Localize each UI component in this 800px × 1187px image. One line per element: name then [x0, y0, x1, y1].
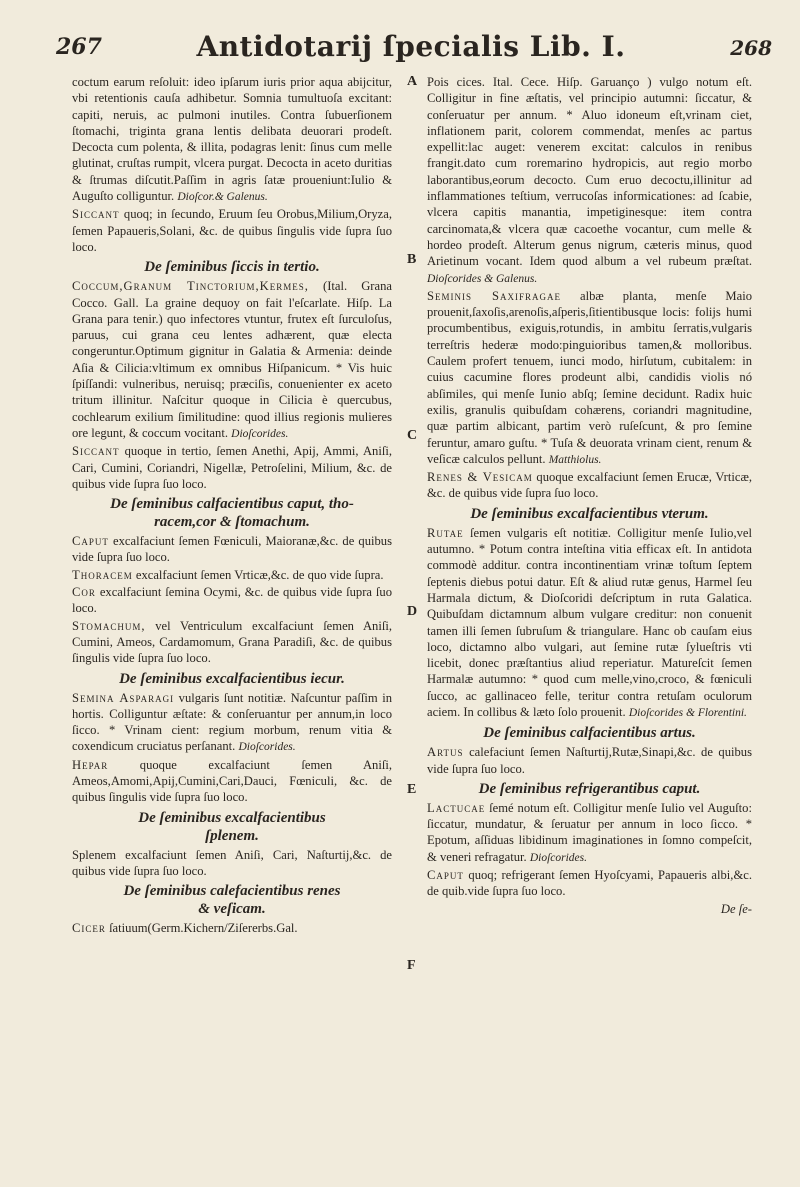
paragraph-text: vulgaris ſunt notitiæ. Naſcuntur paſſim in hortis. Colliguntur æſtate: & conſeruantur per annum,in loco ſicco. * Vrinam cient: regium morbum, renum vitia & coxendicum cruciatus perſanant. [72, 690, 392, 754]
paragraph [427, 525, 752, 722]
lead-words: Seminis Saxifragae [427, 288, 561, 303]
lead-words: Caput [72, 534, 109, 549]
paragraph-text: albæ planta, menſe Maio prouenit,ſaxoſis,arenoſis,aſperis,ſitientibusque locis: folijs humi procumbentibus, exiguis,rotundis, in ambitu ſerratis,vulgaris terreſtris hederæ modo:pinguioribus tamen,& molloribus. Caulem profert tenuem, iunci modo, hirſutum, cubitalem: in cuius cacumine flores prodeunt albi, candidis violis nó abſimiles, qui menſe Iunio abſq; ſemine decidunt. Radix huic exilis, granulis quibuſdam cohærens, coriandri magnitudine, quæ partim albicant, partim verò ruſeſcunt, & pro ſemine feruntur, amaro guſtu. * Tuſa & deuorata vrinam cient, renum & veſicæ calculos pellunt. [427, 288, 752, 466]
paragraph-text: quoq; in ſecundo, Eruum ſeu Orobus,Milium,Oryza, ſemen Papaueris,Solani, &c. de quibus ſingulis vide ſupra ſuo loco. [72, 207, 392, 254]
paragraph [72, 74, 392, 205]
section-heading: De ſeminibus excalfacientibus iecur. [119, 670, 345, 687]
source-citation: Dioſcorides. [231, 427, 289, 440]
paragraph [427, 867, 752, 900]
paragraph [72, 443, 392, 492]
paragraph-text: ſatiuum(Germ.Kichern/Ziſererbs.Gal. [109, 921, 298, 936]
source-citation: Matthiolus. [548, 453, 602, 466]
section-heading [72, 882, 392, 918]
page-number-left: 267 [56, 34, 102, 60]
heading-line: racem,cor & ſtomachum. [154, 514, 310, 531]
lead-words: Cor [72, 585, 96, 600]
paragraph-text: Splenem excalfaciunt ſemen Aniſi, Cari, Naſturtij,&c. de quibus vide ſupra ſuo loco. [72, 847, 392, 878]
source-citation: Dioſcorides & Galenus. [427, 272, 538, 285]
paragraph [427, 469, 752, 502]
section-heading [72, 495, 392, 531]
lead-words: Lactucae [427, 800, 486, 815]
section-heading: De ſeminibus excalfacientibus vterum. [470, 505, 709, 522]
lead-words: Artus [427, 745, 464, 760]
paragraph-text: excalfaciunt ſemina Ocymi, &c. de quibus vide ſupra ſuo loco. [72, 585, 392, 616]
margin-letter-c: C [407, 428, 418, 443]
margin-letter-b: B [407, 252, 417, 267]
paragraph [427, 744, 752, 777]
lead-words: Siccant [72, 444, 120, 459]
paragraph [427, 74, 752, 287]
paragraph [427, 800, 752, 866]
paragraph [72, 206, 392, 255]
left-column [72, 74, 392, 936]
paragraph-text: quoque in tertio, ſemen Anethi, Apij, Ammi, Aniſi, Cari, Cumini, Coriandri, Nigellæ, Petroſelini, Milium, &c. de quibus vide ſupra ſuo loco. [72, 444, 392, 491]
section-heading: De ſeminibus ſiccis in tertio. [144, 259, 320, 276]
paragraph [72, 920, 392, 936]
section-heading: De ſeminibus calfacientibus artus. [483, 725, 696, 742]
lead-words: Thoracem [72, 567, 133, 582]
paragraph [72, 533, 392, 566]
paragraph-text: quoque excalfaciunt ſemen Aniſi, Ameos,Amomi,Apij,Cumini,Cari,Dauci, Fœniculi, &c. de quibus ſingulis vide ſupra ſuo loco. [72, 757, 392, 805]
lead-words: Cicer [72, 921, 106, 936]
paragraph-text: excalfaciunt ſemen Vrticæ,&c. de quo vide ſupra. [135, 567, 384, 582]
heading-line: & veſicam. [198, 901, 266, 918]
lead-words: Rutae [427, 525, 464, 540]
source-citation: Dioſcorides & Florentini. [628, 706, 747, 719]
paragraph [72, 757, 392, 806]
heading-line: ſplenem. [205, 827, 259, 844]
paragraph [72, 584, 392, 617]
heading-line: De ſeminibus excalfacientibus [138, 809, 326, 826]
paragraph-text: Pois cices. Ital. Cece. Hiſp. Garuanço ) vulgo notum eſt. Colligitur in fine æſtatis, vel principio autumni: ſiccatur, & conſeruatur per annum. * Aluo idoneum eſt,vrinam ciet, inflationem parit, colorem commendat, menſes ac partus expellit:lac auget: venerem excitat: calculos in renibus frangit.dato cum roremarino hydropicis, aut regio morbo laborantibus,eorum decocto. Cum eruo decoctu,illinitur ad inflammationes teſtium, verrucoſas informicationes: ad ſcabie, vlcera capitis manantia, impetiginesque: item contra carcinomata,& vlcera quæ cacoethe vocantur, cum melle & hordeo prodeſt. Alterum genus nigrum, cæteris minus, quod Arietinum vocant. Idem quod album a vel rubeum præſtat. [427, 75, 752, 269]
paragraph-text: (Ital. Grana Cocco. Gall. La graine dequoy on fait l'eſcarlate. Hiſp. La Grana para tenir.) quo infectores vtuntur, frutex eſt ſurculoſus, paruus, cui grana ceu lentes adhærent, quæ electa congeruntur.Optimum gignitur in Galatia & Armenia: deinde Aſia & Cilicia:vltimum ex omnibus Hiſpanicum. * Vis huic ſpiſſandi: vulneribus, neruisq; præciſis, conuenienter ex aceto tritum illinitur. Naſcitur quoque in Cilicia è quercubus, cochlearum exilium ſimilitudine: quod illius regionis mulieres ore legunt, & coccum vocitant. [72, 279, 392, 440]
lead-words: Coccum,Granum Tinctorium,Kermes, [72, 279, 309, 294]
paragraph-text: quoque excalfaciunt ſemen Erucæ, Vrticæ, &c. de quibus vide ſupra ſuo loco. [427, 470, 753, 501]
source-citation: Dioſcor.& Galenus. [177, 191, 268, 204]
catchword: De ſe- [720, 901, 752, 916]
heading-line: De ſeminibus calfacientibus caput, tho- [110, 496, 354, 513]
paragraph [427, 288, 752, 468]
paragraph-text: vel Ventriculum excalfaciunt ſemen Aniſi, Cumini, Ameos, Cardamomum, Grana Paradiſi, &c. de quibus ſingulis vide ſupra ſuo loco. [72, 618, 392, 666]
paragraph-text: quoq; refrigerant ſemen Hyoſcyami, Papaueris albi,&c. de quib.vide ſupra ſuo loco. [427, 868, 752, 899]
page-header [50, 30, 772, 72]
lead-words: Siccant [72, 207, 120, 222]
paragraph [72, 618, 392, 667]
running-title: Antidotarij ſpecialis Lib. I. [196, 30, 626, 63]
source-citation: Dioſcorides. [238, 741, 296, 754]
paragraph-text: calefaciunt ſemen Naſturtij,Rutæ,Sinapi,&c. de quibus vide ſupra ſuo loco. [427, 745, 752, 776]
source-citation: Dioſcorides. [529, 851, 587, 864]
margin-letter-d: D [407, 604, 418, 619]
paragraph [72, 847, 392, 880]
margin-letter-a: A [407, 74, 418, 89]
lead-words: Caput [427, 868, 464, 883]
right-column [427, 74, 752, 917]
paragraph [72, 690, 392, 756]
paragraph-text: ſemé notum eſt. Colligitur menſe Iulio vel Auguſto: ſiccatur, mundatur, & ſeruatur per annum in loco ſicco. * Epotum, aſſiduas libidinum imaginationes in ſomno compeſcit, & veneri refragatur. [427, 800, 752, 864]
section-heading: De ſeminibus refrigerantibus caput. [478, 780, 701, 797]
margin-letter-f: F [407, 958, 416, 973]
lead-words: Hepar [72, 757, 109, 772]
margin-letter-e: E [407, 782, 417, 797]
lead-words: Stomachum, [72, 618, 146, 633]
section-heading [72, 809, 392, 845]
paragraph [72, 567, 392, 583]
paragraph-text: excalfaciunt ſemen Fœniculi, Maioranæ,&c. de quibus vide ſupra ſuo loco. [72, 534, 392, 565]
page-number-right: 268 [730, 36, 772, 60]
lead-words: Semina Asparagi [72, 690, 175, 705]
paragraph-text: ſemen vulgaris eſt notitiæ. Colligitur menſe Iulio,vel autumno. * Potum contra inteſtina vitia efficax eſt. In antidota commodè additur. contra incontinentiam vrinæ toſtum ſeptem ſeptenis diebus potui datur. Eſt & aliud rutæ genus, Harmel ſeu Harmala dictum, & Dioſcoridi deſcriptum in ruta Galatica. Quibuſdam dictamnum album vulgare creditur: non conuenit tamen illi ſemen ſubruſum & triangulare. Hanc ob cauſam eius loco, dictamno albo vulgari, aut ſemine rutæ ſylueſtris vti licebit, donec præſtantius aliud reperiatur. Matureſcit ſemen Harmalæ autumno: * quod cum melle,vino,croco, & fœniculi ſucco, ac gallinaceo felle, teritur contra retuſam oculorum aciem. In collibus & læto ſolo prouenit. [427, 525, 752, 719]
heading-line: De ſeminibus calefacientibus renes [123, 883, 341, 900]
paragraph-text: coctum earum reſoluit: ideo ipſarum iuris prior aqua abijcitur, vbi retentionis cauſa adhibetur. Somnia tumultuoſa excitant: capiti, neruis, ac pulmoni inutiles. Contra ſubuerſionem ſtomachi, triginta grana lentis delibata deuorari prodeſt. Decocta cum polenta, & illita, podagras lenit: ſinus cum melle glutinat, cruſtas rumpit, vlcera purgat. Decocta in aceto duritias & ſtrumas diſcutit.Paſſim in agris ſatæ proueniunt:Iulio & Auguſto colliguntur. [72, 75, 392, 204]
lead-words: Renes & Vesicam [427, 470, 533, 485]
paragraph [72, 278, 392, 442]
